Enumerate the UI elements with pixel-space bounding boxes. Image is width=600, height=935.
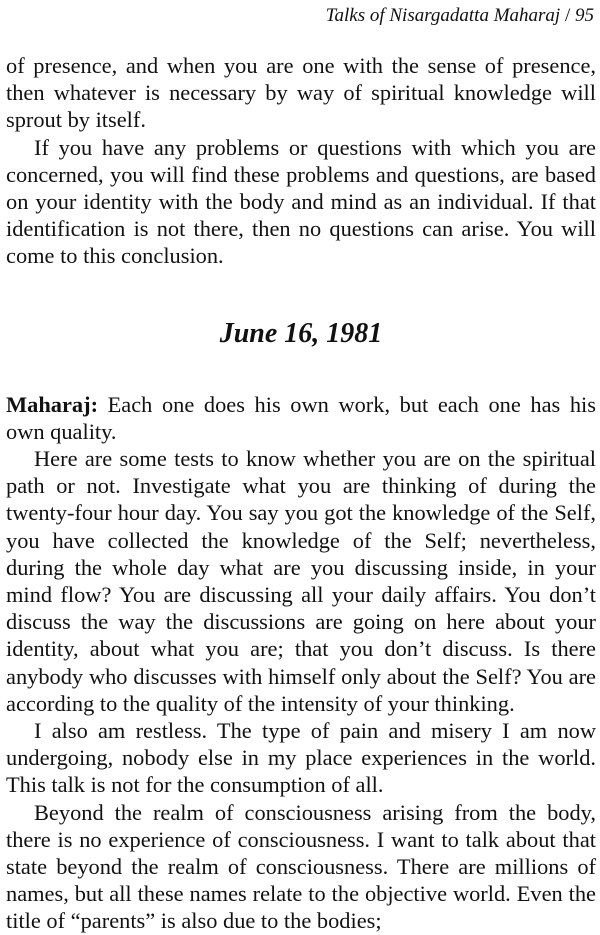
book-title: Talks of Nisargadatta Maharaj: [325, 5, 561, 26]
page-body: [6, 52, 596, 935]
paragraph: If you have any problems or questions with which you are concerned, you will find these problems and questions, are based on your identity with the body and mind as an individual. If that identification is not there, then no questions can arise. You will come to this conclusion.: [6, 134, 596, 269]
dialogue-paragraph: [6, 391, 596, 445]
paragraph: Here are some tests to know whether you are on the spiritual path or not. Investigate what you are thinking of during the twenty-four hour day. You say you got the knowledge of the Self, you have collected the knowledge of the Self; nevertheless, during the whole day what are you discussing inside, in your mind flow? You are discussing all your daily affairs. You don’t discuss the way the discussions are going on here about your identity, about what you are; that you don’t discuss. Is there anybody who discusses with himself only about the Self? You are according to the quality of the intensity of your thinking.: [6, 446, 596, 716]
header-separator: /: [564, 5, 571, 26]
section-date-heading: June 16, 1981: [219, 317, 383, 349]
paragraph: Beyond the realm of consciousness arising from the body, there is no experience of consciousness. I want to talk about that state beyond the realm of consciousness. There are millions of names, but all these names relate to the objective world. Even the title of “parents” is also due to the bodies;: [6, 799, 596, 934]
dialogue-text: Each one does his own work, but each one has his own quality.: [6, 391, 596, 444]
running-header: [6, 0, 596, 27]
speaker-label: Maharaj:: [6, 391, 99, 417]
page-number: 95: [575, 5, 594, 26]
paragraph: I also am restless. The type of pain and misery I am now undergoing, nobody else in my place experiences in the world. This talk is not for the consumption of all.: [6, 718, 596, 798]
paragraph-continued: of presence, and when you are one with the sense of presence, then whatever is necessary by way of spiritual knowledge will sprout by itself.: [6, 53, 596, 133]
